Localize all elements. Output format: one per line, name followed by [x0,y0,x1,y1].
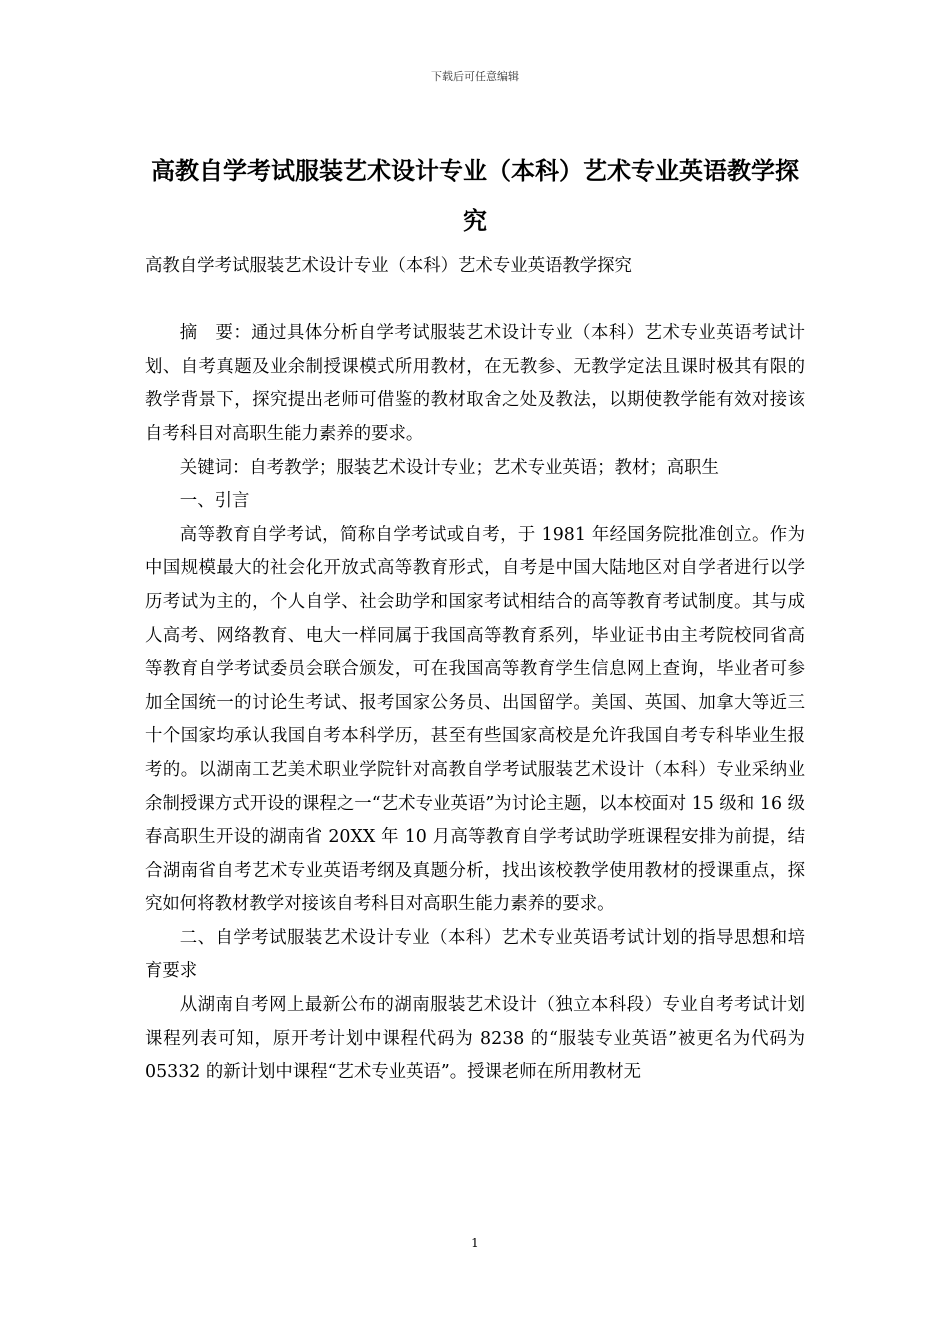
exam-plan-paragraph: 从湖南自考网上最新公布的湖南服装艺术设计（独立本科段）专业自考考试计划课程列表可知，原开考计划中课程代码为 8238 的“服装专业英语”被更名为代码为 05332 的新计划中课程“艺术专业英语”。授课老师在所用教材无 [145,995,805,1083]
section-heading-introduction: 一、引言 [179,491,250,512]
header-note: 下载后可任意编辑 [431,70,519,83]
document-title: 高教自学考试服装艺术设计专业（本科）艺术专业英语教学探究 [151,156,799,235]
document-body [145,250,805,1090]
section-heading-exam-plan: 二、自学考试服装艺术设计专业（本科）艺术专业英语考试计划的指导思想和培育要求 [145,927,805,982]
page-number: 1 [471,1236,479,1250]
document-subtitle: 高教自学考试服装艺术设计专业（本科）艺术专业英语教学探究 [145,256,632,276]
keywords-line: 关键词：自考教学；服装艺术设计专业；艺术专业英语；教材；高职生 [179,457,719,478]
introduction-paragraph: 高等教育自学考试，简称自学考试或自考，于 1981 年经国务院批准创立。作为中国规模最大的社会化开放式高等教育形式，自考是中国大陆地区对自学者进行以学历考试为主的，个人自学、社会助学和国家考试相结合的高等教育考试制度。其与成人高考、网络教育、电大一样同属于我国高等教育系列，毕业证书由主考院校同省高等教育自学考试委员会联合颁发，可在我国高等教育学生信息网上查询，毕业者可参加全国统一的讨论生考试、报考国家公务员、出国留学。美国、英国、加拿大等近三十个国家均承认我国自考本科学历，甚至有些国家高校是允许我国自考专科毕业生报考的。以湖南工艺美术职业学院针对高教自学考试服装艺术设计（本科）专业采纳业余制授课方式开设的课程之一“艺术专业英语”为讨论主题，以本校面对 15 级和 16 级春高职生开设的湖南省 20XX 年 10 月高等教育自学考试助学班课程安排为前提，结合湖南省自考艺术专业英语考纲及真题分析，找出该校教学使用教材的授课重点，探究如何将教材教学对接该自考科目对高职生能力素养的要求。 [145,524,805,915]
abstract-paragraph: 摘 要：通过具体分析自学考试服装艺术设计专业（本科）艺术专业英语考试计划、自考真题及业余制授课模式所用教材，在无教参、无教学定法且课时极其有限的教学背景下，探究提出老师可借鉴的教材取舍之处及教法，以期使教学能有效对接该自考科目对高职生能力素养的要求。 [145,323,805,444]
